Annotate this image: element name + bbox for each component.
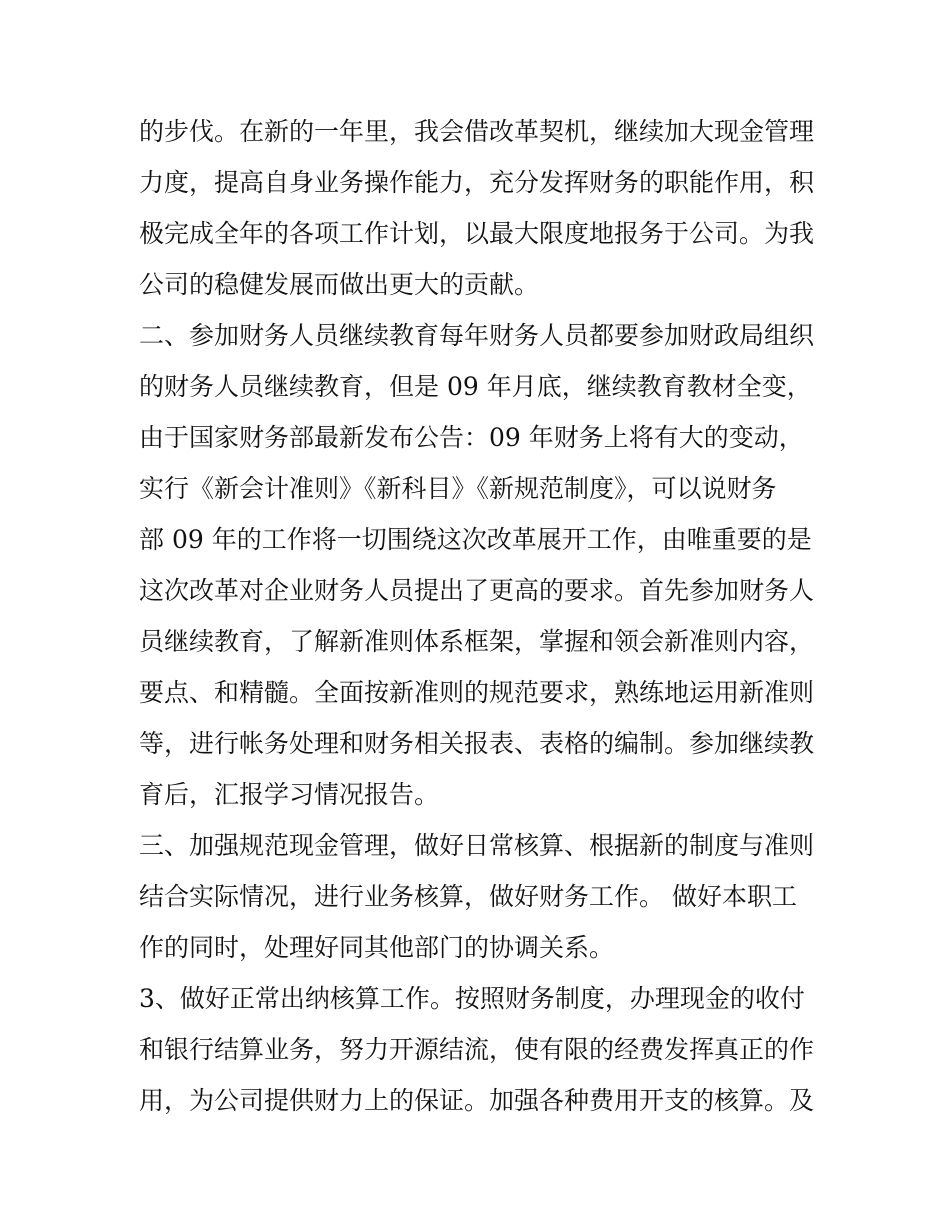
text-line: 实行《新会计准则》《新科目》《新规范制度》，可以说财务 [139,474,777,503]
text-line: 用，为公司提供财力上的保证。加强各种费用开支的核算。及 [139,1086,815,1115]
text-line: 由于国家财务部最新发布公告：09 年财务上将有大的变动， [139,423,804,452]
text-line: 二、参加财务人员继续教育每年财务人员都要参加财政局组织 [139,321,815,350]
text-line: 3、做好正常出纳核算工作。按照财务制度，办理现金的收付 [139,984,805,1013]
text-line: 要点、和精髓。全面按新准则的规范要求，熟练地运用新准则 [139,678,815,707]
text-line: 作的同时，处理好同其他部门的协调关系。 [139,933,615,962]
text-line: 公司的稳健发展而做出更大的贡献。 [139,270,540,299]
text-line: 员继续教育，了解新准则体系框架，掌握和领会新准则内容， [139,627,815,656]
text-line: 和银行结算业务，努力开源结流，使有限的经费发挥真正的作 [139,1035,815,1064]
text-line: 的步伐。在新的一年里，我会借改革契机，继续加大现金管理 [139,117,815,146]
text-line: 育后，汇报学习情况报告。 [139,780,440,809]
text-line: 结合实际情况，进行业务核算，做好财务工作。 做好本职工 [139,882,797,911]
text-line: 力度，提高自身业务操作能力，充分发挥财务的职能作用，积 [139,168,815,197]
text-line: 三、加强规范现金管理，做好日常核算、根据新的制度与准则 [139,831,815,860]
text-line: 的财务人员继续教育，但是 09 年月底，继续教育教材全变， [139,372,812,401]
text-line: 这次改革对企业财务人员提出了更高的要求。首先参加财务人 [139,576,815,605]
text-line: 等，进行帐务处理和财务相关报表、表格的编制。参加继续教 [139,729,815,758]
text-line: 极完成全年的各项工作计划，以最大限度地报务于公司。为我 [139,219,815,248]
document-body [139,106,819,1126]
text-line: 部 09 年的工作将一切围绕这次改革展开工作，由唯重要的是 [139,525,812,554]
